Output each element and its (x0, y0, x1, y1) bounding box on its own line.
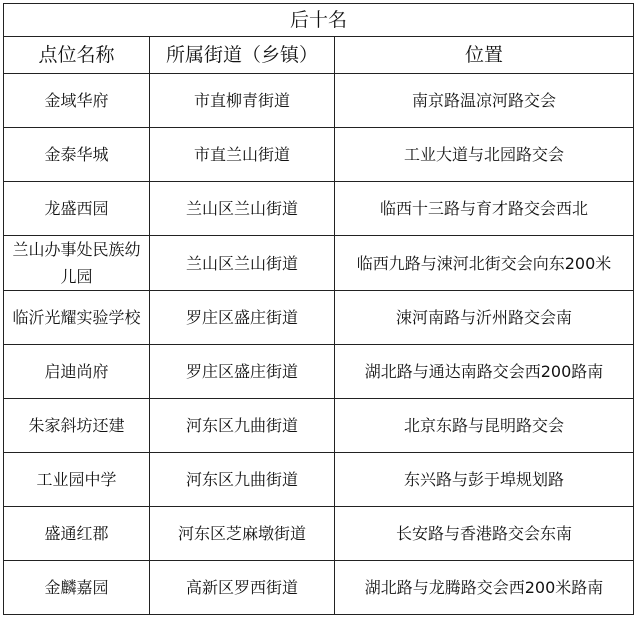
column-header-site-name: 点位名称 (4, 37, 150, 74)
table-row (4, 128, 634, 182)
cell-site-name: 金泰华城 (4, 128, 150, 182)
table-row (4, 74, 634, 128)
column-header-location: 位置 (335, 37, 634, 74)
table-row (4, 345, 634, 399)
cell-location: 长安路与香港路交会东南 (335, 507, 634, 561)
cell-site-name: 金麟嘉园 (4, 561, 150, 615)
cell-subdistrict: 市直柳青街道 (150, 74, 335, 128)
cell-subdistrict: 河东区芝麻墩街道 (150, 507, 335, 561)
cell-site-name: 金域华府 (4, 74, 150, 128)
cell-site-name: 工业园中学 (4, 453, 150, 507)
table-row (4, 291, 634, 345)
cell-site-name: 启迪尚府 (4, 345, 150, 399)
cell-subdistrict: 罗庄区盛庄街道 (150, 345, 335, 399)
cell-location: 涑河南路与沂州路交会南 (335, 291, 634, 345)
cell-location: 南京路温凉河路交会 (335, 74, 634, 128)
cell-location: 临西十三路与育才路交会西北 (335, 182, 634, 236)
cell-subdistrict: 兰山区兰山街道 (150, 182, 335, 236)
cell-location: 临西九路与涑河北街交会向东200米 (335, 236, 634, 291)
cell-subdistrict: 河东区九曲街道 (150, 453, 335, 507)
table-row (4, 507, 634, 561)
cell-subdistrict: 河东区九曲街道 (150, 399, 335, 453)
cell-site-name: 朱家斜坊还建 (4, 399, 150, 453)
cell-site-name: 盛通红郡 (4, 507, 150, 561)
table-row (4, 399, 634, 453)
column-header-subdistrict: 所属街道（乡镇） (150, 37, 335, 74)
table-row (4, 182, 634, 236)
cell-site-name: 临沂光耀实验学校 (4, 291, 150, 345)
title-row (4, 4, 634, 37)
table-row (4, 236, 634, 291)
table-row (4, 453, 634, 507)
cell-location: 湖北路与通达南路交会西200路南 (335, 345, 634, 399)
ranking-table (3, 3, 634, 615)
table-title: 后十名 (4, 4, 634, 37)
cell-location: 工业大道与北园路交会 (335, 128, 634, 182)
table-row (4, 561, 634, 615)
cell-subdistrict: 罗庄区盛庄街道 (150, 291, 335, 345)
cell-subdistrict: 市直兰山街道 (150, 128, 335, 182)
cell-site-name: 兰山办事处民族幼儿园 (4, 236, 150, 291)
cell-subdistrict: 高新区罗西街道 (150, 561, 335, 615)
cell-location: 东兴路与彭于埠规划路 (335, 453, 634, 507)
header-row (4, 37, 634, 74)
cell-location: 北京东路与昆明路交会 (335, 399, 634, 453)
cell-site-name: 龙盛西园 (4, 182, 150, 236)
cell-subdistrict: 兰山区兰山街道 (150, 236, 335, 291)
cell-location: 湖北路与龙腾路交会西200米路南 (335, 561, 634, 615)
